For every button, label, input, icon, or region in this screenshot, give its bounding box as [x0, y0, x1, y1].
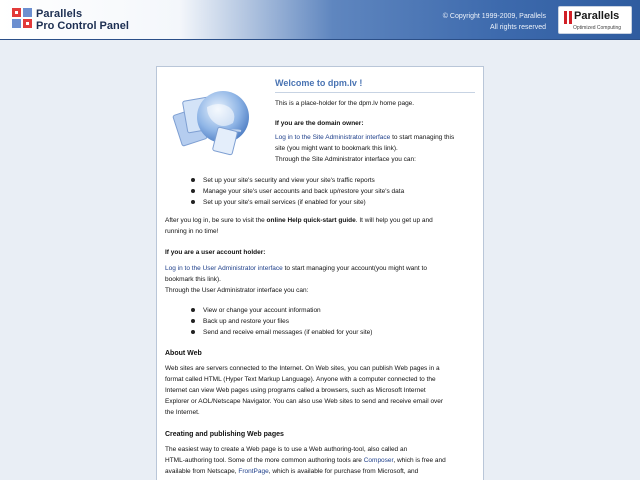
vendor-logo[interactable] [558, 6, 632, 34]
intro-text: This is a place-holder for the dpm.lv home page. [275, 100, 415, 107]
welcome-panel [156, 66, 484, 480]
list-item: Set up your site's email services (if enabled for your site) [191, 197, 404, 208]
rights-line: All rights reserved [489, 24, 546, 31]
domain-owner-through: Through the Site Administrator interface you can: [275, 156, 416, 163]
domain-owner-text [275, 132, 481, 165]
about-line: format called HTML (Hyper Text Markup Language). Anyone with a computer connected to the [165, 376, 436, 383]
product-name: Pro Control Panel [36, 20, 129, 32]
user-holder-through: Through the User Administrator interface you can: [165, 287, 309, 294]
page-title: Welcome to dpm.lv ! [275, 78, 363, 88]
title-divider [275, 92, 475, 93]
site-admin-login-link[interactable]: Log in to the Site Administrator interface [275, 134, 391, 141]
about-line: the Internet. [165, 409, 200, 416]
list-item: Send and receive email messages (if enabled for your site) [191, 327, 372, 338]
frontpage-link[interactable]: FrontPage [238, 468, 269, 475]
about-line: Internet can view Web pages using programs called a browsers, such as Microsoft Internet [165, 387, 426, 394]
creating-text [165, 444, 479, 477]
user-admin-feature-list [191, 305, 372, 338]
user-holder-text-1: to start managing your account(you might want to [282, 265, 427, 272]
creating-line-3b: , which is available for purchase from Microsoft, and [268, 468, 419, 475]
vendor-name: Parallels [574, 10, 620, 22]
user-holder-text-2: bookmark this link). [165, 276, 221, 283]
help-guide-reference: online Help quick-start guide [266, 217, 356, 224]
list-item: Manage your site's user accounts and back up/restore your site's data [191, 186, 404, 197]
domain-owner-text-1: to start managing this [390, 134, 455, 141]
copyright-notice [443, 11, 546, 33]
domain-owner-text-2: site (you might want to bookmark this link). [275, 145, 398, 152]
vendor-tagline: Optimized Computing [573, 25, 622, 31]
creating-line-1: The easiest way to create a Web page is to use a Web authoring-tool, also called an [165, 446, 408, 453]
list-item: Set up your site's security and view your site's traffic reports [191, 175, 404, 186]
composer-link[interactable]: Composer [363, 457, 394, 464]
site-admin-feature-list [191, 175, 404, 208]
user-admin-login-link[interactable]: Log in to the User Administrator interface [165, 265, 283, 272]
vendor-bars-icon [564, 11, 572, 24]
about-line: Web sites are servers connected to the Internet. On Web sites, you can publish Web pages in a [165, 365, 440, 372]
top-banner [0, 0, 640, 40]
brand-name: Parallels [36, 8, 83, 20]
creating-line-2a: HTML-authoring tool. Some of the more common authoring tools are [165, 457, 364, 464]
about-web-heading: About Web [165, 350, 202, 357]
creating-line-3a: available from Netscape, [165, 468, 239, 475]
user-holder-text [165, 263, 479, 296]
user-holder-heading: If you are a user account holder: [165, 249, 266, 256]
after-login-text-1: After you log in, be sure to visit the [165, 217, 267, 224]
parallels-logo-icon [12, 8, 32, 28]
creating-heading: Creating and publishing Web pages [165, 431, 284, 438]
domain-owner-heading: If you are the domain owner: [275, 120, 364, 127]
list-item: View or change your account information [191, 305, 372, 316]
globe-documents-icon [171, 77, 255, 161]
list-item: Back up and restore your files [191, 316, 372, 327]
after-login-text-2: . It will help you get up and [355, 217, 433, 224]
about-line: Explorer or AOL/Netscape Navigator. You can also use Web sites to send and receive email over [165, 398, 444, 405]
after-login-note [165, 215, 479, 237]
creating-line-2b: , which is free and [393, 457, 446, 464]
about-web-text [165, 363, 479, 418]
after-login-text-3: running in no time! [165, 228, 219, 235]
copyright-line: © Copyright 1999-2009, Parallels [442, 13, 546, 20]
